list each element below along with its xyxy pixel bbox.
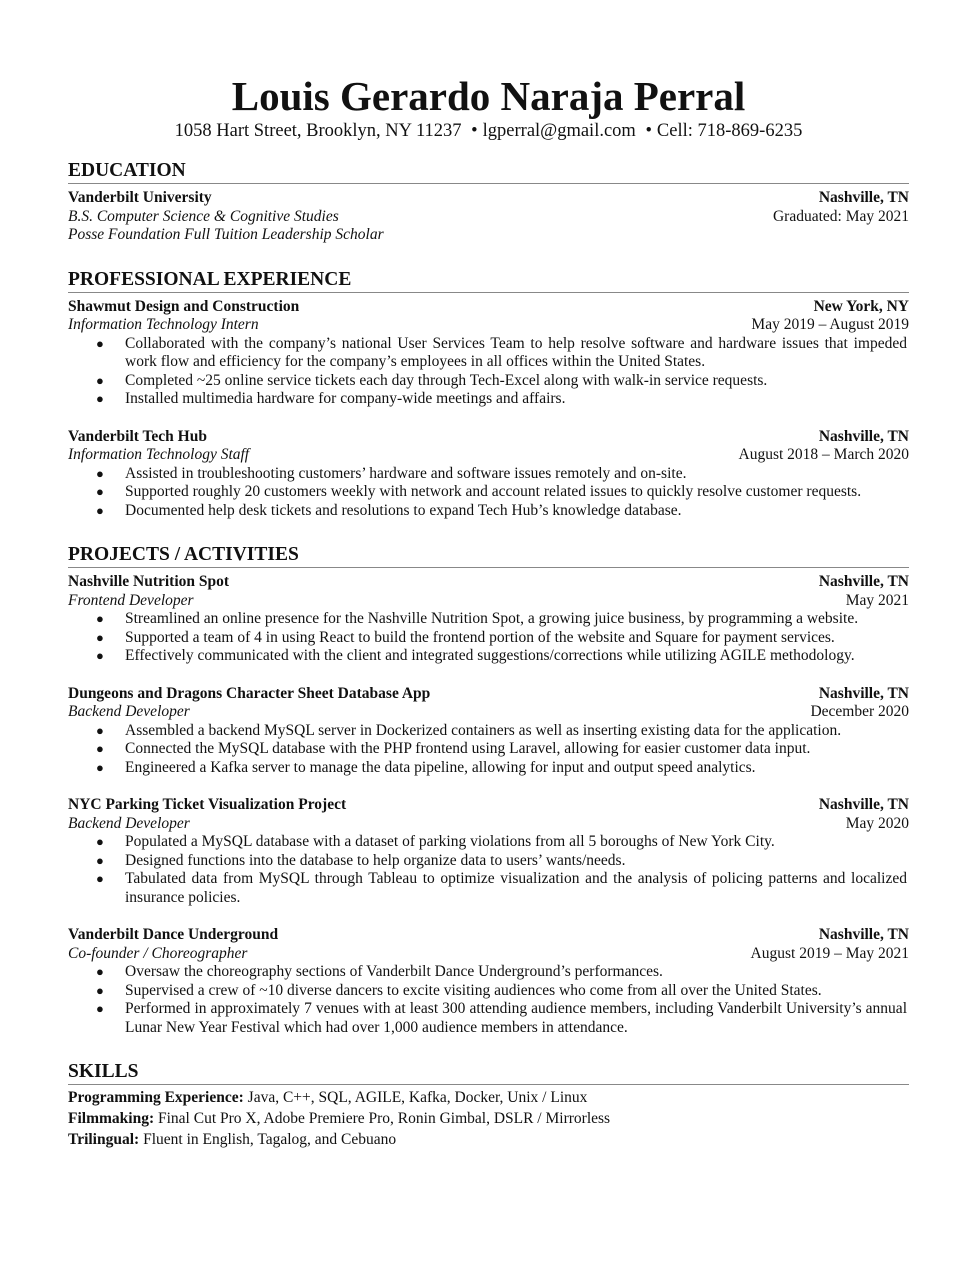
bullet-item	[68, 722, 909, 741]
skill-line	[68, 1129, 909, 1150]
bullet-text: Engineered a Kafka server to manage the data pipeline, allowing for input and output speed analytics.	[125, 758, 756, 776]
location: New York, NY	[813, 297, 909, 315]
entry	[68, 796, 909, 907]
role: Frontend Developer	[68, 591, 194, 609]
education-section	[68, 160, 909, 245]
entry-header	[68, 796, 909, 815]
bullet-text: Performed in approximately 7 venues with at least 300 attending audience members, including Vanderbilt University’s annual Lunar New Year Festival which had over 1,000 audience members in attendance.	[125, 1000, 907, 1036]
entry-header	[68, 298, 909, 317]
skill-value: Final Cut Pro X, Adobe Premiere Pro, Ronin Gimbal, DSLR / Mirrorless	[158, 1110, 611, 1127]
bullet-icon: ●	[96, 648, 104, 663]
bullet-icon: ●	[96, 741, 104, 756]
skill-label: Filmmaking:	[68, 1110, 155, 1127]
bullet-text: Designed functions into the database to help organize data to users’ wants/needs.	[125, 851, 626, 869]
bullet-text: Tabulated data from MySQL through Tableau to optimize visualization and the analysis of policing patterns and localized insurance policies.	[125, 870, 907, 906]
bullet-text: Collaborated with the company’s national User Services Team to help resolve software and hardware issues that impeded work flow and efficiency for the company’s employees in all offices within the United States.	[125, 334, 907, 370]
role: Information Technology Intern	[68, 316, 259, 333]
dates: May 2021	[845, 591, 909, 609]
entry-subheader	[68, 945, 909, 964]
bullet-icon: ●	[96, 1001, 104, 1016]
location: Nashville, TN	[818, 926, 909, 943]
experience-list	[68, 298, 909, 521]
bullet-icon: ●	[96, 629, 104, 645]
organization: Shawmut Design and Construction	[68, 297, 300, 315]
bullet-icon: ●	[96, 722, 104, 738]
skill-value: Java, C++, SQL, AGILE, Kafka, Docker, Unix / Linux	[247, 1089, 588, 1106]
bullet-item	[68, 465, 909, 484]
address: 1058 Hart Street, Brooklyn, NY 11237	[174, 121, 462, 141]
organization: Vanderbilt Dance Underground	[68, 926, 279, 943]
skill-line	[68, 1087, 909, 1108]
entry-header	[68, 685, 909, 704]
entry-subheader	[68, 316, 909, 335]
entry-header	[68, 926, 909, 945]
bullet-item	[68, 982, 909, 1001]
bullet-text: Supported a team of 4 in using React to build the frontend portion of the website and Square for payment services.	[125, 628, 835, 646]
entry-subheader	[68, 208, 909, 227]
organization: NYC Parking Ticket Visualization Project	[68, 796, 347, 813]
bullet-item	[68, 502, 909, 521]
location: Nashville, TN	[818, 684, 909, 702]
graduation-date: Graduated: May 2021	[772, 207, 909, 225]
phone: Cell: 718-869-6235	[656, 121, 803, 141]
bullet-list	[68, 465, 909, 521]
section-title-education: EDUCATION	[68, 160, 909, 184]
experience-section	[68, 269, 909, 521]
resume-page	[68, 72, 909, 1150]
role: Backend Developer	[68, 703, 190, 720]
entry	[68, 298, 909, 409]
entry	[68, 685, 909, 778]
bullet-list	[68, 963, 909, 1037]
entry-header	[68, 189, 909, 208]
skills-list	[68, 1087, 909, 1150]
bullet-text: Assembled a backend MySQL server in Dockerized containers as well as inserting existing data for the application.	[125, 721, 842, 739]
skill-label: Programming Experience:	[68, 1089, 244, 1106]
dates: May 2020	[845, 814, 909, 832]
bullet-text: Connected the MySQL database with the PHP frontend using Laravel, allowing for easier customer data input.	[125, 740, 811, 757]
bullet-item	[68, 483, 909, 502]
organization: Nashville Nutrition Spot	[68, 573, 230, 590]
school-name: Vanderbilt University	[68, 189, 212, 206]
bullet-text: Assisted in troubleshooting customers’ hardware and software issues remotely and on-site.	[125, 464, 687, 482]
bullet-icon: ●	[96, 391, 104, 406]
dates: December 2020	[810, 703, 909, 720]
bullet-icon: ●	[96, 871, 104, 886]
bullet-item	[68, 372, 909, 391]
bullet-text: Supported roughly 20 customers weekly with network and account related issues to quickly resolve customer requests.	[125, 483, 862, 500]
bullet-list	[68, 722, 909, 778]
school-location: Nashville, TN	[818, 189, 909, 206]
separator: •	[471, 121, 478, 141]
section-title-experience: PROFESSIONAL EXPERIENCE	[68, 269, 909, 293]
education-entry	[68, 189, 909, 245]
bullet-item	[68, 870, 909, 907]
location: Nashville, TN	[818, 427, 909, 445]
bullet-text: Streamlined an online presence for the Nashville Nutrition Spot, a growing juice business, by programming a website.	[125, 610, 859, 627]
bullet-item	[68, 629, 909, 648]
organization: Dungeons and Dragons Character Sheet Database App	[68, 684, 431, 702]
bullet-item	[68, 740, 909, 759]
bullet-icon: ●	[96, 759, 104, 775]
bullet-text: Populated a MySQL database with a dataset of parking violations from all 5 boroughs of New York City.	[125, 833, 775, 850]
bullet-item	[68, 833, 909, 852]
location: Nashville, TN	[818, 796, 909, 813]
organization: Vanderbilt Tech Hub	[68, 427, 207, 445]
skill-value: Fluent in English, Tagalog, and Cebuano	[143, 1131, 397, 1148]
degree: B.S. Computer Science & Cognitive Studies	[68, 207, 339, 225]
bullet-text: Documented help desk tickets and resolutions to expand Tech Hub’s knowledge database.	[125, 501, 682, 519]
separator: •	[645, 121, 652, 141]
bullet-item	[68, 335, 909, 372]
bullet-icon: ●	[96, 465, 104, 481]
bullet-list	[68, 833, 909, 907]
section-title-projects: PROJECTS / ACTIVITIES	[68, 544, 909, 568]
skills-section	[68, 1061, 909, 1150]
dates: August 2018 – March 2020	[738, 446, 909, 463]
bullet-text: Completed ~25 online service tickets each day through Tech-Excel along with walk-in service requests.	[125, 371, 768, 389]
role: Information Technology Staff	[68, 446, 250, 463]
bullet-item	[68, 852, 909, 871]
bullet-item	[68, 963, 909, 982]
bullet-item	[68, 759, 909, 778]
bullet-list	[68, 610, 909, 666]
bullet-icon: ●	[96, 982, 104, 998]
bullet-list	[68, 335, 909, 409]
entry-subheader	[68, 815, 909, 834]
email[interactable]: lgperral@gmail.com	[482, 121, 636, 141]
projects-list	[68, 573, 909, 1037]
bullet-icon: ●	[96, 834, 104, 849]
candidate-name: Louis Gerardo Naraja Perral	[231, 73, 746, 119]
bullet-icon: ●	[96, 484, 104, 499]
dates: May 2019 – August 2019	[751, 316, 909, 333]
bullet-icon: ●	[96, 372, 104, 388]
entry-subheader	[68, 592, 909, 611]
bullet-icon: ●	[96, 611, 104, 626]
role: Co-founder / Choreographer	[68, 944, 248, 962]
dates: August 2019 – May 2021	[750, 944, 909, 962]
section-title-skills: SKILLS	[68, 1061, 909, 1085]
entry	[68, 926, 909, 1037]
entry-header	[68, 573, 909, 592]
projects-section	[68, 544, 909, 1037]
bullet-item	[68, 647, 909, 666]
entry-subheader	[68, 703, 909, 722]
bullet-icon: ●	[96, 852, 104, 868]
role: Backend Developer	[68, 814, 190, 832]
contact-line	[68, 120, 909, 142]
entry-subheader	[68, 446, 909, 465]
bullet-text: Installed multimedia hardware for company-wide meetings and affairs.	[125, 390, 566, 407]
skill-label: Trilingual:	[68, 1131, 140, 1148]
location: Nashville, TN	[818, 573, 909, 590]
bullet-item	[68, 610, 909, 629]
bullet-text: Effectively communicated with the client and integrated suggestions/corrections while utilizing AGILE methodology.	[125, 647, 855, 664]
bullet-icon: ●	[96, 964, 104, 979]
honor: Posse Foundation Full Tuition Leadership Scholar	[68, 226, 384, 243]
bullet-item	[68, 1000, 909, 1037]
entry-header	[68, 428, 909, 447]
bullet-text: Oversaw the choreography sections of Vanderbilt Dance Underground’s performances.	[125, 963, 663, 980]
bullet-item	[68, 390, 909, 409]
bullet-icon: ●	[96, 335, 104, 351]
entry	[68, 573, 909, 666]
bullet-icon: ●	[96, 502, 104, 518]
entry	[68, 428, 909, 521]
bullet-text: Supervised a crew of ~10 diverse dancers to excite visiting audiences who come from all over the United States.	[125, 981, 822, 999]
skill-line	[68, 1108, 909, 1129]
